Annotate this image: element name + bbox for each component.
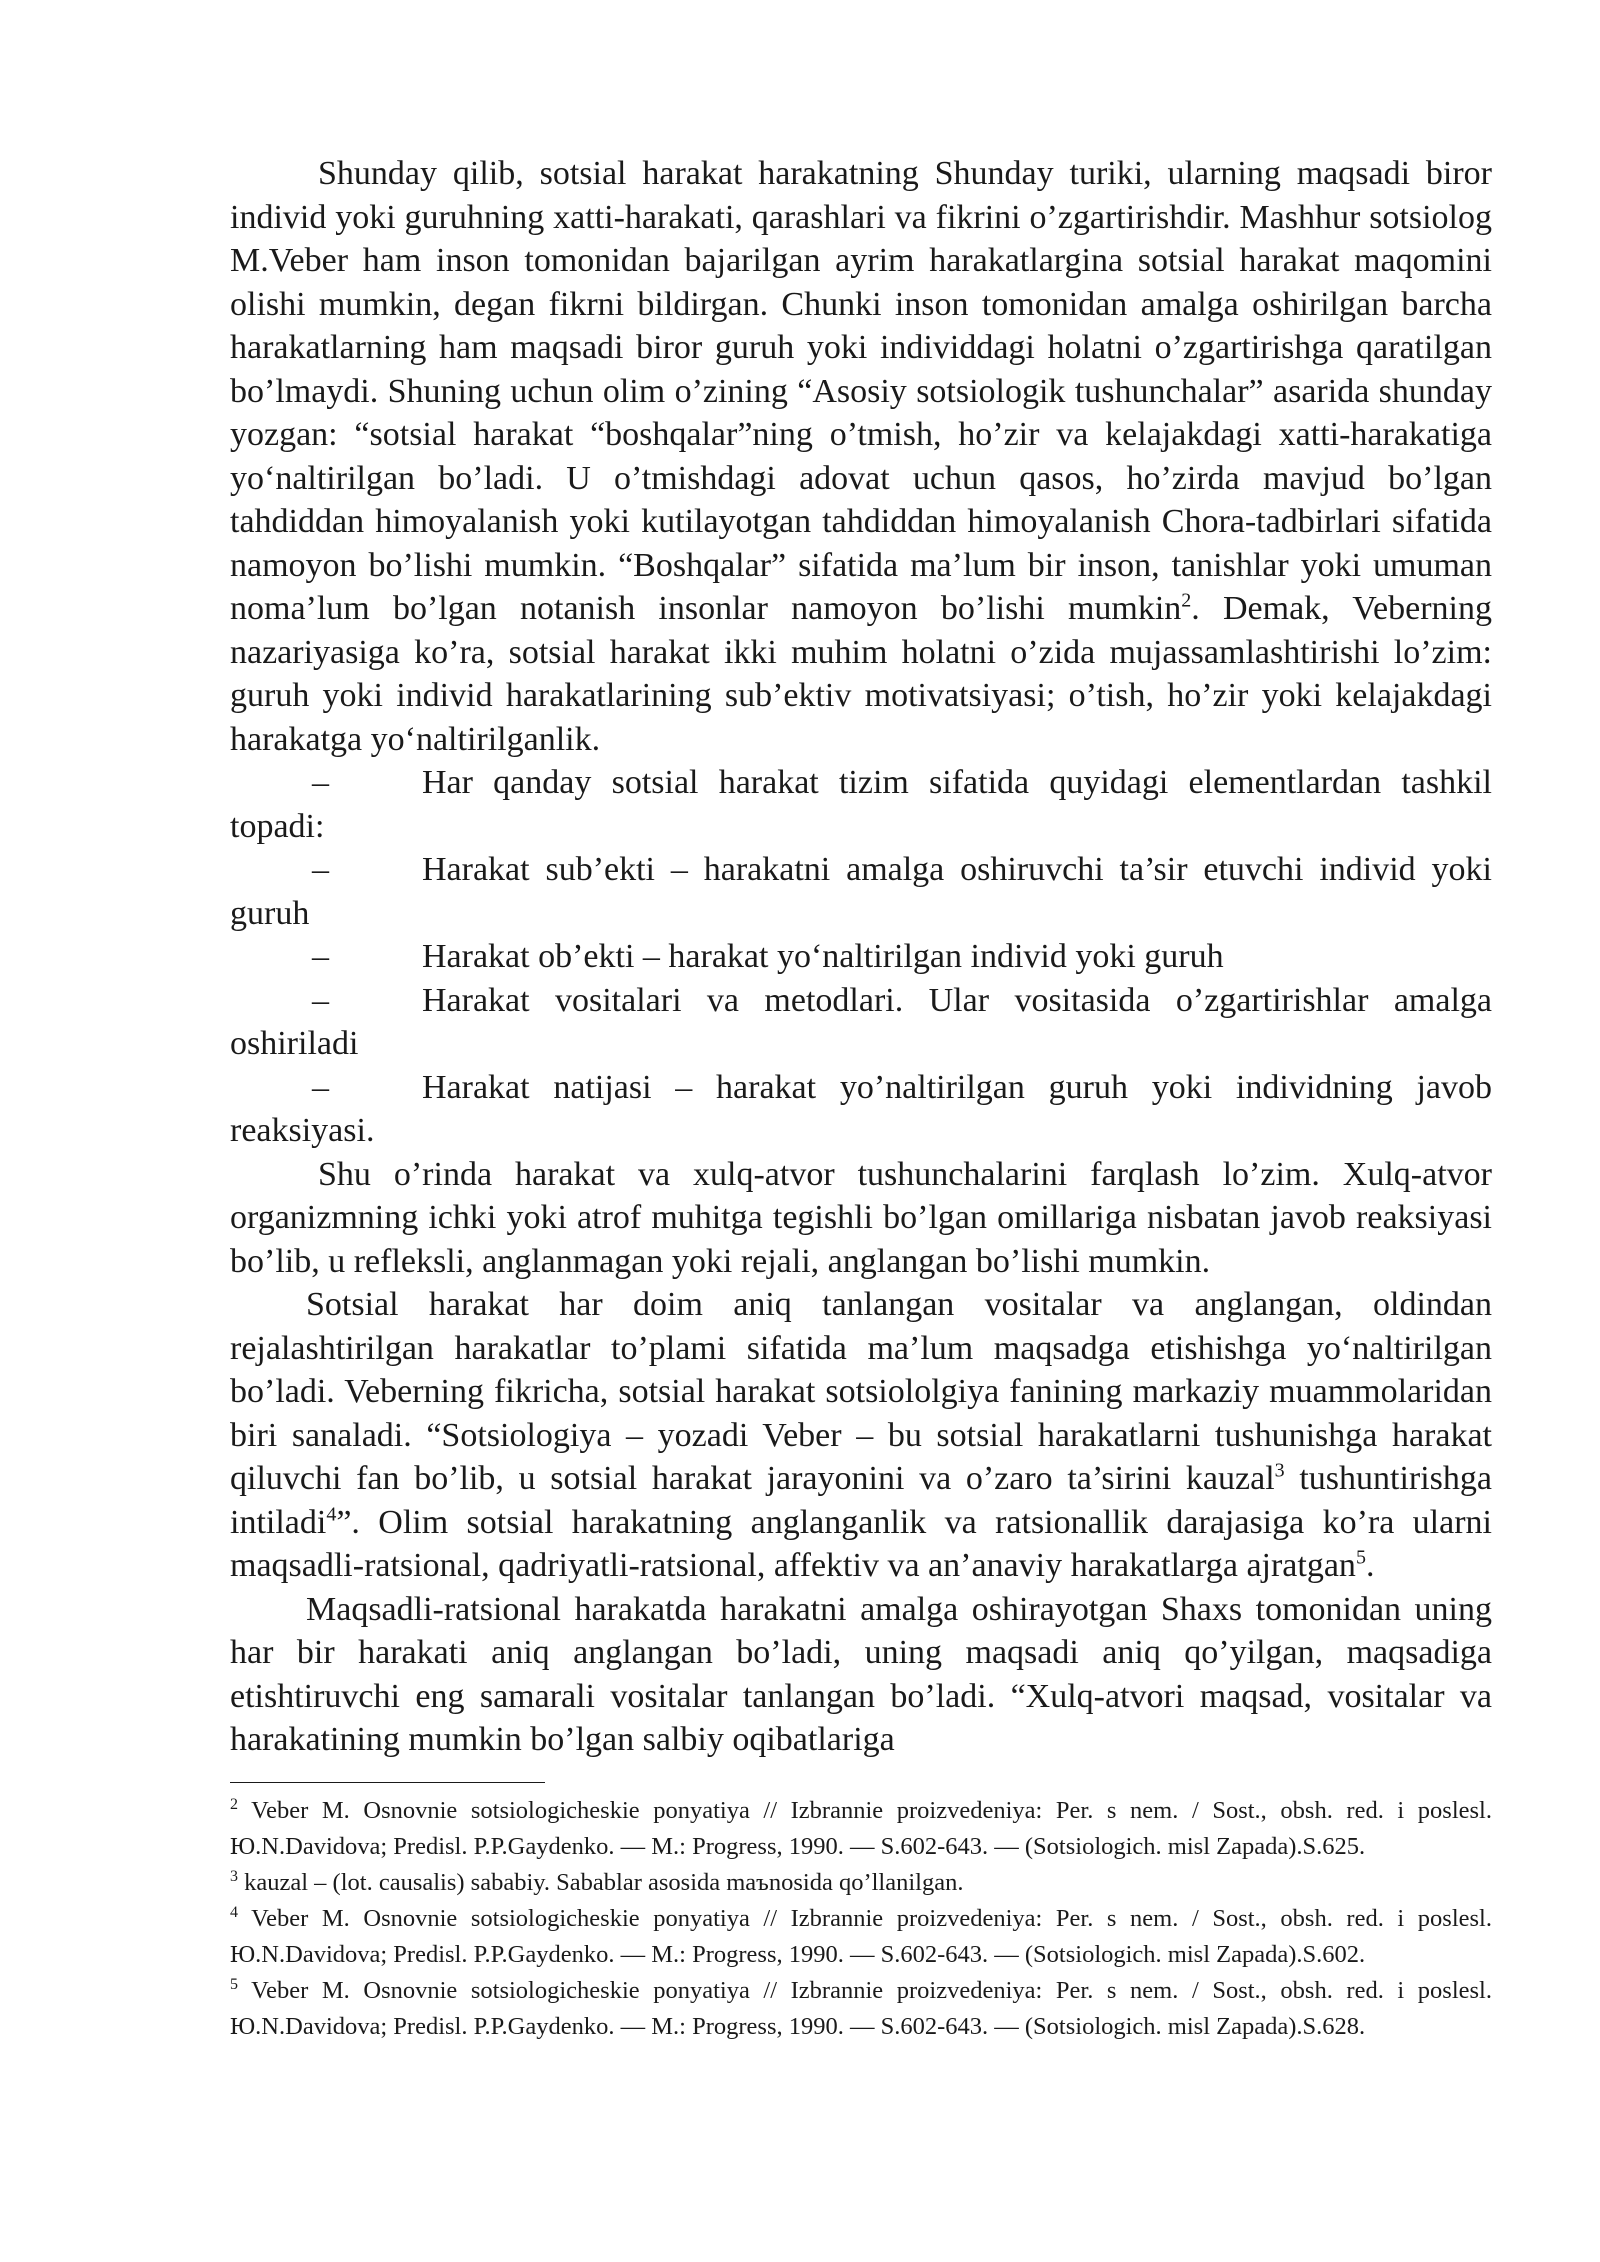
dash-bullet: – bbox=[312, 764, 329, 801]
list-item bbox=[230, 979, 1492, 1066]
footnote-number: 4 bbox=[230, 1903, 238, 1921]
paragraph-text: . bbox=[1365, 1547, 1375, 1584]
list-item bbox=[230, 935, 1492, 979]
dash-bullet: – bbox=[312, 981, 329, 1019]
footnote-separator bbox=[230, 1782, 545, 1783]
dash-bullet: – bbox=[312, 1068, 329, 1106]
paragraph-weber-sociology bbox=[230, 1283, 1492, 1588]
list-item-text: Harakat vositalari va metodlari. Ular vositasida o’zgartirishlar amalga oshiriladi bbox=[230, 981, 1492, 1062]
footnote bbox=[230, 1865, 1492, 1901]
footnote-text: Veber M. Osnovnie sotsiologicheskie ponyatiya // Izbrannie proizvedeniya: Per. s nem. / Sost., obsh. red. i poslesl. Ю.N.Davidova; Predisl. P.P.Gaydenko. — M.: Progress, 1990. — S.602-643. — (Sotsiologich. misl Zapada).S.625. bbox=[230, 1796, 1492, 1860]
paragraph-text: Shu o’rinda harakat va xulq-atvor tushunchalarini farqlash lo’zim. Xulq-atvor organizmning ichki yoki atrof muhitga tegishli bo’lgan omillariga nisbatan javob reaksiyasi bo’lib, u refleksli, anglanmagan yoki rejali, anglangan bo’lishi mumkin. bbox=[230, 1155, 1492, 1280]
footnote-number: 5 bbox=[230, 1975, 238, 1993]
list-item-text: Har qanday sotsial harakat tizim sifatida quyidagi elementlardan tashkil topadi: bbox=[230, 764, 1492, 845]
footnote-text: Veber M. Osnovnie sotsiologicheskie ponyatiya // Izbrannie proizvedeniya: Per. s nem. / Sost., obsh. red. i poslesl. Ю.N.Davidova; Predisl. P.P.Gaydenko. — M.: Progress, 1990. — S.602-643. — (Sotsiologich. misl Zapada).S.628. bbox=[230, 1976, 1492, 2040]
paragraph-text: Shunday qilib, sotsial harakat harakatning Shunday turiki, ularning maqsadi biror individ yoki guruhning xatti-harakati, qarashlari va fikrini o’zgartirishdir. Mashhur sotsiolog M.Veber ham inson tomonidan bajarilgan ayrim harakatlargina sotsial harakat maqomini olishi mumkin, degan fikrni bildirgan. Chunki inson tomonidan amalga oshirilgan barcha harakatlarning ham maqsadi biror guruh yoki individdagi holatni o’zgartirishga qaratilgan bo’lmaydi. Shuning uchun olim o’zining “Asosiy sotsiologik tushunchalar” asarida shunday yozgan: “sotsial harakat “boshqalar”ning o’tmish, ho’zir va kelajakdagi xatti-harakatiga yo‘naltirilgan bo’ladi. U o’tmishdagi adovat uchun qasos, ho’zirda mavjud bo’lgan tahdiddan himoyalanish yoki kutilayotgan tahdiddan himoyalanish Chora-tadbirlari sifatida namoyon bo’lishi mumkin. “Boshqalar” sifatida ma’lum bir inson, tanishlar yoki umuman noma’lum bo’lgan notanish insonlar namoyon bo’lishi mumkin bbox=[230, 155, 1492, 627]
footnote-text: Veber M. Osnovnie sotsiologicheskie ponyatiya // Izbrannie proizvedeniya: Per. s nem. / Sost., obsh. red. i poslesl. Ю.N.Davidova; Predisl. P.P.Gaydenko. — M.: Progress, 1990. — S.602-643. — (Sotsiologich. misl Zapada).S.602. bbox=[230, 1904, 1492, 1968]
footnote-text: kauzal – (lot. causalis) sababiy. Sabablar asosida maъnosida qo’llanilgan. bbox=[238, 1868, 964, 1896]
paragraph-action-vs-behavior bbox=[230, 1153, 1492, 1284]
footnote-ref-2[interactable]: 2 bbox=[1181, 589, 1192, 612]
dash-bullet: – bbox=[312, 851, 329, 888]
dash-bullet: – bbox=[312, 938, 329, 975]
list-item-text: Harakat ob’ekti – harakat yo‘naltirilgan individ yoki guruh bbox=[422, 938, 1224, 975]
paragraph-goal-rational bbox=[230, 1588, 1492, 1762]
footnote-ref-5[interactable]: 5 bbox=[1355, 1546, 1366, 1569]
footnote-ref-3[interactable]: 3 bbox=[1274, 1459, 1285, 1482]
footnote-ref-4[interactable]: 4 bbox=[326, 1503, 337, 1526]
paragraph-text: tushuntirishga intiladi bbox=[230, 1460, 1492, 1541]
footnote bbox=[230, 1901, 1492, 1973]
paragraph-text: Sotsial harakat har doim aniq tanlangan vositalar va anglangan, oldindan rejalashtirilgan harakatlar to’plami sifatida ma’lum maqsadga etishishga yo‘naltirilgan bo’ladi. Veberning fikricha, sotsial harakat sotsiololgiya fanining markaziy muammolaridan biri sanaladi. “Sotsiologiya – yozadi Veber – bu sotsial harakatlarni tushunishga harakat qiluvchi fan bo’lib, u sotsial harakat jarayonini va o’zaro ta’sirini kauzal bbox=[230, 1286, 1492, 1497]
footnotes bbox=[230, 1793, 1492, 2045]
footnote-number: 2 bbox=[230, 1795, 238, 1813]
footnote bbox=[230, 1973, 1492, 2045]
document-page bbox=[230, 152, 1492, 2045]
list-item bbox=[230, 848, 1492, 935]
list-item-text: Harakat sub’ekti – harakatni amalga oshiruvchi ta’sir etuvchi individ yoki guruh bbox=[230, 851, 1492, 932]
paragraph-text: Maqsadli-ratsional harakatda harakatni amalga oshirayotgan Shaxs tomonidan uning har bir harakati aniq anglangan bo’ladi, uning maqsadi aniq qo’yilgan, maqsadiga etishtiruvchi eng samarali vositalar tanlangan bo’ladi. “Xulq-atvori maqsad, vositalar va harakatining mumkin bo’lgan salbiy oqibatlariga bbox=[230, 1590, 1492, 1758]
paragraph-text: ”. Olim sotsial harakatning anglanganlik va ratsionallik darajasiga ko’ra ularni maqsadli-ratsional, qadriyatli-ratsional, affektiv va an’anaviy harakatlarga ajratgan bbox=[230, 1503, 1492, 1584]
list-item bbox=[230, 761, 1492, 848]
list-item bbox=[230, 1066, 1492, 1153]
footnote-number: 3 bbox=[230, 1867, 238, 1885]
footnote bbox=[230, 1793, 1492, 1865]
paragraph-social-action-definition bbox=[230, 152, 1492, 761]
list-item-text: Harakat natijasi – harakat yo’naltirilgan guruh yoki individning javob reaksiyasi. bbox=[230, 1068, 1492, 1149]
paragraph-text: . Demak, Veberning nazariyasiga ko’ra, sotsial harakat ikki muhim holatni o’zida mujassamlashtirishi lo’zim: guruh yoki individ harakatlarining sub’ektiv motivatsiyasi; o’tish, ho’zir yoki kelajakdagi harakatga yo‘naltirilganlik. bbox=[230, 590, 1492, 758]
